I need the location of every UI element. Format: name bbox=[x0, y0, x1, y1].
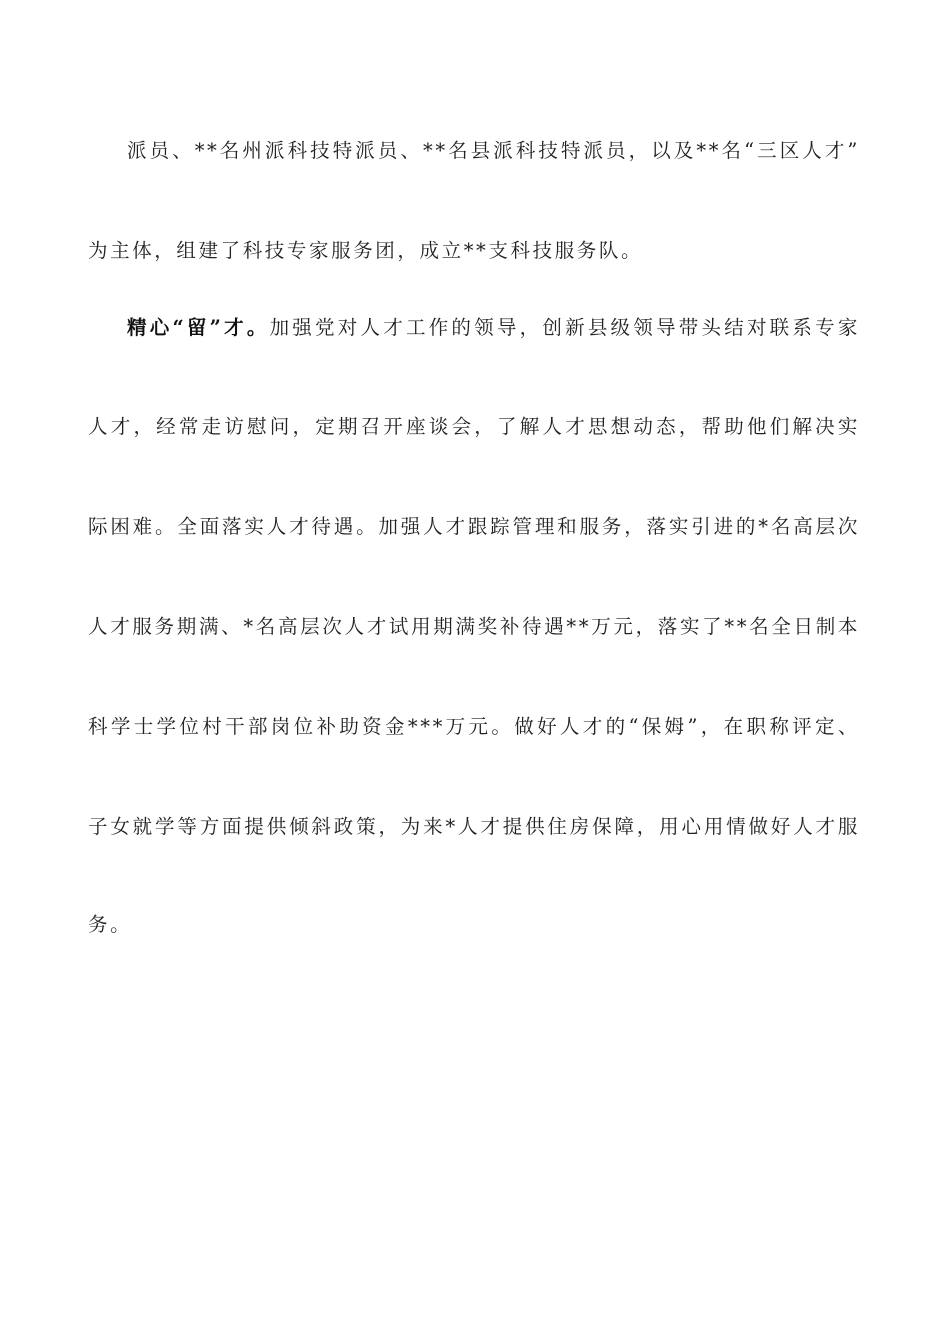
paragraph-line: 派员、**名州派科技特派员、**名县派科技特派员，以及**名“三区人才” bbox=[127, 139, 860, 162]
paragraph-line: 际困难。全面落实人才待遇。加强人才跟踪管理和服务，落实引进的*名高层次 bbox=[88, 515, 860, 538]
paragraph-line: 为主体，组建了科技专家服务团，成立**支科技服务队。 bbox=[88, 239, 644, 262]
paragraph-line bbox=[127, 313, 860, 343]
paragraph-line: 务。 bbox=[88, 913, 133, 936]
paragraph-line: 人才服务期满、*名高层次人才试用期满奖补待遇**万元，落实了**名全日制本 bbox=[88, 615, 860, 638]
paragraph-text: 加强党对人才工作的领导，创新县级领导带头结对联系专家 bbox=[269, 316, 860, 339]
paragraph-line: 子女就学等方面提供倾斜政策，为来*人才提供住房保障，用心用情做好人才服 bbox=[88, 815, 860, 838]
section-heading: 精心“留”才。 bbox=[127, 316, 270, 339]
paragraph-line: 科学士学位村干部岗位补助资金***万元。做好人才的“保姆”，在职称评定、 bbox=[88, 715, 860, 738]
paragraph-line: 人才，经常走访慰问，定期召开座谈会，了解人才思想动态，帮助他们解决实 bbox=[88, 415, 860, 438]
